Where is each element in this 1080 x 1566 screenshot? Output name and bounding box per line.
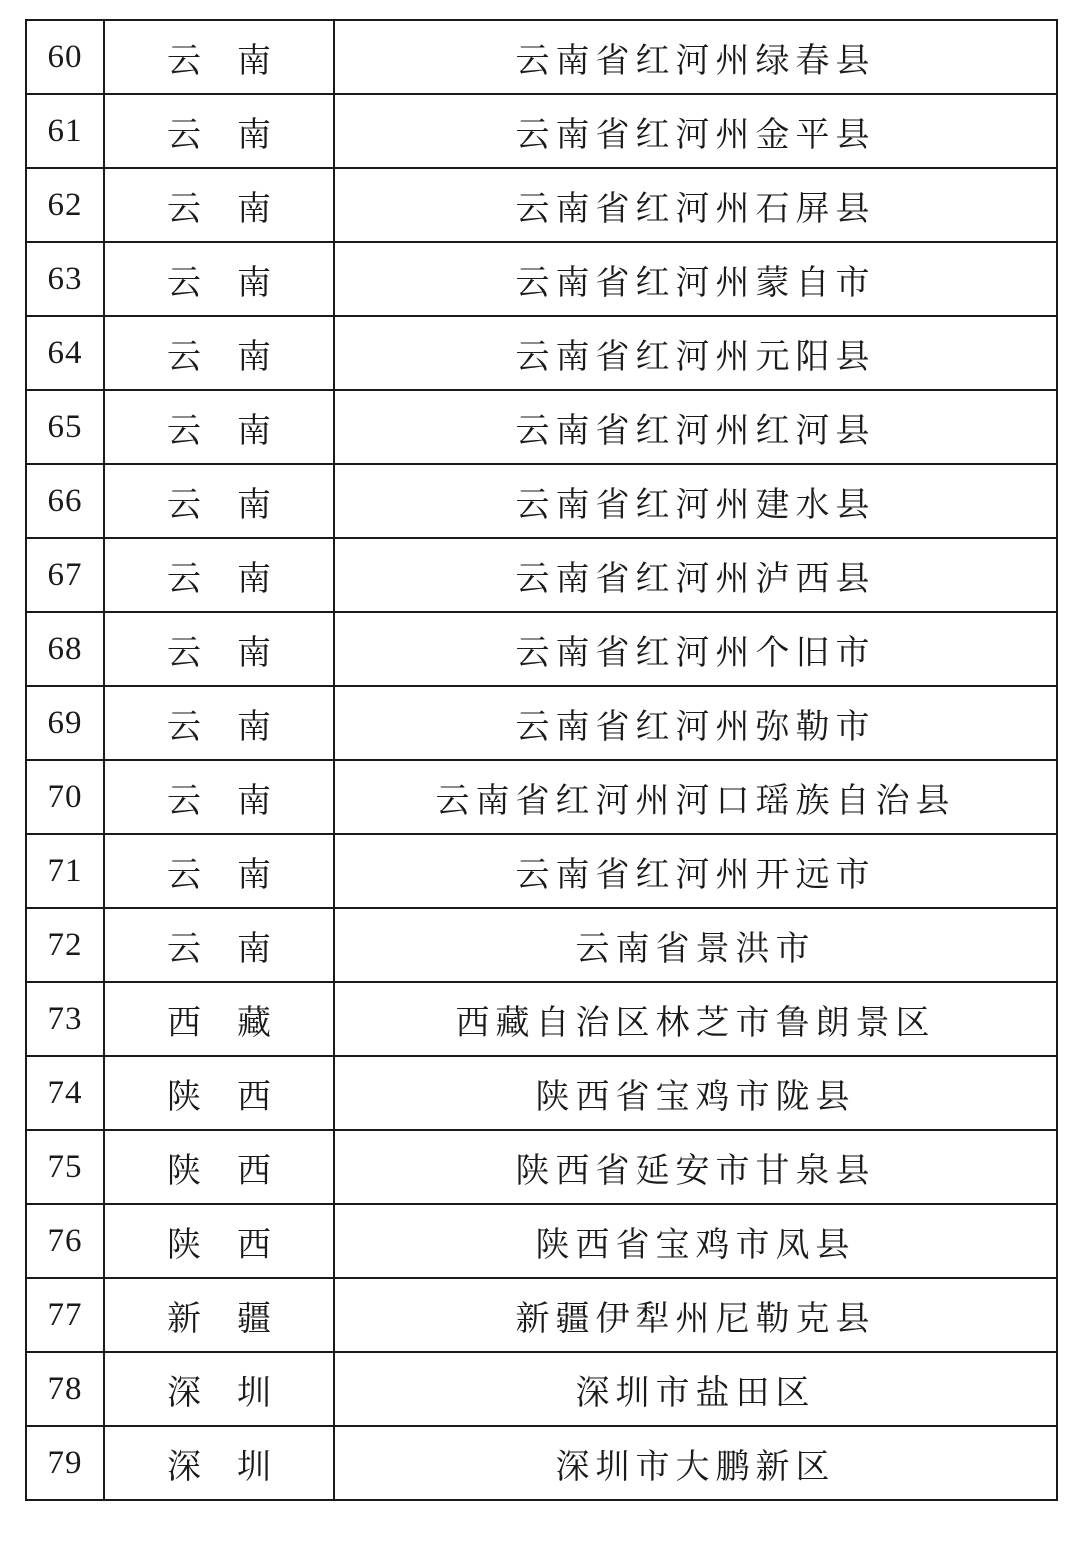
province-cell: 深圳 [104, 1352, 334, 1426]
row-number: 67 [26, 538, 104, 612]
location-cell: 云南省红河州个旧市 [334, 612, 1057, 686]
location-table [25, 19, 1058, 1501]
table-row [26, 94, 1057, 168]
province-cell: 陕西 [104, 1056, 334, 1130]
province-cell: 云南 [104, 834, 334, 908]
row-number: 78 [26, 1352, 104, 1426]
table-row [26, 982, 1057, 1056]
location-cell: 云南省红河州红河县 [334, 390, 1057, 464]
province-cell: 云南 [104, 686, 334, 760]
row-number: 70 [26, 760, 104, 834]
table-row [26, 20, 1057, 94]
table-row [26, 390, 1057, 464]
province-cell: 云南 [104, 168, 334, 242]
location-cell: 云南省红河州石屏县 [334, 168, 1057, 242]
location-table-container [25, 19, 1056, 1501]
location-cell: 陕西省宝鸡市陇县 [334, 1056, 1057, 1130]
table-row [26, 538, 1057, 612]
row-number: 62 [26, 168, 104, 242]
location-cell: 云南省红河州弥勒市 [334, 686, 1057, 760]
row-number: 64 [26, 316, 104, 390]
table-row [26, 908, 1057, 982]
row-number: 77 [26, 1278, 104, 1352]
province-cell: 云南 [104, 760, 334, 834]
location-cell: 西藏自治区林芝市鲁朗景区 [334, 982, 1057, 1056]
row-number: 72 [26, 908, 104, 982]
table-row [26, 464, 1057, 538]
location-cell: 云南省红河州绿春县 [334, 20, 1057, 94]
row-number: 60 [26, 20, 104, 94]
row-number: 69 [26, 686, 104, 760]
table-row [26, 1130, 1057, 1204]
row-number: 79 [26, 1426, 104, 1500]
table-row [26, 1426, 1057, 1500]
table-row [26, 1352, 1057, 1426]
province-cell: 云南 [104, 20, 334, 94]
province-cell: 云南 [104, 908, 334, 982]
row-number: 61 [26, 94, 104, 168]
row-number: 63 [26, 242, 104, 316]
location-cell: 云南省红河州元阳县 [334, 316, 1057, 390]
location-cell: 云南省红河州建水县 [334, 464, 1057, 538]
location-cell: 陕西省宝鸡市凤县 [334, 1204, 1057, 1278]
table-row [26, 242, 1057, 316]
location-cell: 云南省红河州蒙自市 [334, 242, 1057, 316]
location-cell: 云南省红河州泸西县 [334, 538, 1057, 612]
row-number: 68 [26, 612, 104, 686]
table-row [26, 1204, 1057, 1278]
location-cell: 云南省景洪市 [334, 908, 1057, 982]
row-number: 75 [26, 1130, 104, 1204]
row-number: 66 [26, 464, 104, 538]
row-number: 76 [26, 1204, 104, 1278]
row-number: 74 [26, 1056, 104, 1130]
row-number: 73 [26, 982, 104, 1056]
province-cell: 陕西 [104, 1204, 334, 1278]
location-cell: 云南省红河州河口瑶族自治县 [334, 760, 1057, 834]
table-row [26, 1056, 1057, 1130]
province-cell: 新疆 [104, 1278, 334, 1352]
table-row [26, 168, 1057, 242]
location-cell: 陕西省延安市甘泉县 [334, 1130, 1057, 1204]
province-cell: 云南 [104, 390, 334, 464]
table-row [26, 612, 1057, 686]
table-row [26, 834, 1057, 908]
province-cell: 云南 [104, 538, 334, 612]
province-cell: 云南 [104, 94, 334, 168]
location-cell: 云南省红河州开远市 [334, 834, 1057, 908]
table-row [26, 686, 1057, 760]
table-body [26, 20, 1057, 1500]
province-cell: 陕西 [104, 1130, 334, 1204]
location-cell: 深圳市大鹏新区 [334, 1426, 1057, 1500]
location-cell: 深圳市盐田区 [334, 1352, 1057, 1426]
row-number: 65 [26, 390, 104, 464]
location-cell: 云南省红河州金平县 [334, 94, 1057, 168]
province-cell: 云南 [104, 612, 334, 686]
province-cell: 云南 [104, 316, 334, 390]
province-cell: 云南 [104, 464, 334, 538]
row-number: 71 [26, 834, 104, 908]
province-cell: 西藏 [104, 982, 334, 1056]
location-cell: 新疆伊犁州尼勒克县 [334, 1278, 1057, 1352]
province-cell: 云南 [104, 242, 334, 316]
table-row [26, 760, 1057, 834]
table-row [26, 316, 1057, 390]
province-cell: 深圳 [104, 1426, 334, 1500]
table-row [26, 1278, 1057, 1352]
